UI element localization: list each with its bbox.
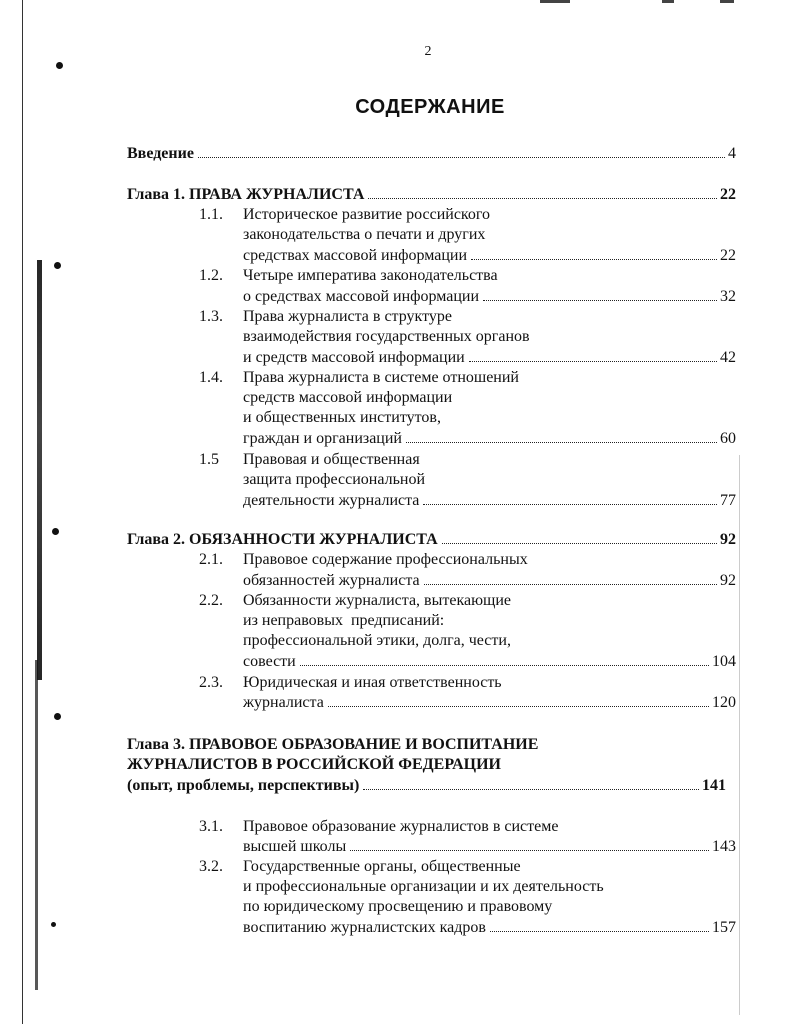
toc-section-3-2[interactable] <box>243 918 736 938</box>
section-text: Правовая и общественная <box>243 451 420 468</box>
section-page: 22 <box>720 247 736 264</box>
scan-dot <box>51 922 56 927</box>
dot-leader <box>471 259 717 260</box>
chapter-title: (опыт, проблемы, перспективы) <box>127 777 360 794</box>
section-text: Историческое развитие российского <box>243 206 491 223</box>
section-text: средствах массовой информации <box>243 247 468 264</box>
chapter-page: 92 <box>720 531 736 548</box>
section-text: и средств массовой информации <box>243 349 465 366</box>
scan-binding-streak <box>35 660 38 990</box>
section-text: воспитанию журналистских кадров <box>243 919 486 936</box>
dot-leader <box>490 931 709 932</box>
section-number: 3.2. <box>199 858 223 875</box>
section-number: 2.3. <box>199 674 223 691</box>
toc-section-1-4[interactable] <box>243 429 736 449</box>
section-text: граждан и организаций <box>243 430 402 447</box>
toc-section-1-2[interactable] <box>243 287 736 307</box>
section-page: 120 <box>712 694 736 711</box>
dot-leader <box>363 789 699 790</box>
chapter-title: Глава 2. ОБЯЗАННОСТИ ЖУРНАЛИСТА <box>127 531 438 548</box>
toc-entry-page: 4 <box>728 145 736 162</box>
section-page: 92 <box>720 572 736 589</box>
chapter-page: 141 <box>702 777 726 794</box>
section-page: 77 <box>720 492 736 509</box>
dot-leader <box>198 157 725 158</box>
scan-dot <box>54 262 61 269</box>
section-text: средств массовой информации <box>243 389 453 406</box>
section-number: 1.2. <box>199 267 223 284</box>
dot-leader <box>368 198 717 199</box>
section-page: 104 <box>712 653 736 670</box>
section-text: взаимодействия государственных органов <box>243 328 530 345</box>
section-text: защита профессиональной <box>243 471 425 488</box>
section-text: журналиста <box>243 694 324 711</box>
section-number: 1.5 <box>199 451 219 468</box>
chapter-title: Глава 3. ПРАВОВОЕ ОБРАЗОВАНИЕ И ВОСПИТАНИЕ <box>127 736 539 753</box>
section-page: 157 <box>712 919 736 936</box>
section-text: совести <box>243 653 296 670</box>
toc-chapter-1[interactable] <box>127 185 736 205</box>
dot-leader <box>328 706 709 707</box>
dot-leader <box>406 442 717 443</box>
toc-section-3-1[interactable] <box>243 837 736 857</box>
section-page: 60 <box>720 430 736 447</box>
section-number: 3.1. <box>199 818 223 835</box>
section-text: Права журналиста в системе отношений <box>243 369 519 386</box>
toc-entry-label: Введение <box>127 145 194 162</box>
section-number: 2.2. <box>199 592 223 609</box>
scan-dot <box>52 528 59 535</box>
section-text: обязанностей журналиста <box>243 572 420 589</box>
section-text: профессиональной этики, долга, чести, <box>243 632 511 649</box>
section-page: 42 <box>720 349 736 366</box>
dot-leader <box>442 543 717 544</box>
toc-section-1-5[interactable] <box>243 491 736 511</box>
section-text: деятельности журналиста <box>243 492 420 509</box>
section-text: и профессиональные организации и их деятельность <box>243 878 604 895</box>
section-text: высшей школы <box>243 838 347 855</box>
scan-dot <box>56 62 63 69</box>
section-text: о средствах массовой информации <box>243 288 480 305</box>
page-title: СОДЕРЖАНИЕ <box>355 96 505 118</box>
toc-entry-intro[interactable] <box>127 144 736 164</box>
scan-edge-line <box>22 0 23 1024</box>
section-text: Правовое содержание профессиональных <box>243 551 528 568</box>
toc-section-2-3[interactable] <box>243 693 736 713</box>
chapter-title: Глава 1. ПРАВА ЖУРНАЛИСТА <box>127 186 365 203</box>
page-number: 2 <box>424 44 432 59</box>
section-text: Правовое образование журналистов в системе <box>243 818 559 835</box>
dot-leader <box>423 504 717 505</box>
scan-top-marks <box>530 0 792 6</box>
dot-leader <box>350 850 709 851</box>
section-number: 1.4. <box>199 369 223 386</box>
dot-leader <box>300 665 709 666</box>
scan-dot <box>54 713 61 720</box>
section-page: 143 <box>712 838 736 855</box>
scan-right-edge <box>739 455 740 1015</box>
toc-chapter-3[interactable] <box>127 776 726 796</box>
section-text: Юридическая и иная ответственность <box>243 674 502 691</box>
section-text: и общественных институтов, <box>243 409 441 426</box>
toc-section-1-1[interactable] <box>243 246 736 266</box>
scan-binding-streak <box>37 260 42 680</box>
section-text: законодательства о печати и других <box>243 226 486 243</box>
toc-section-1-3[interactable] <box>243 348 736 368</box>
section-text: из неправовых предписаний: <box>243 612 445 629</box>
section-text: по юридическому просвещению и правовому <box>243 898 553 915</box>
section-number: 1.1. <box>199 206 223 223</box>
section-text: Права журналиста в структуре <box>243 308 452 325</box>
section-page: 32 <box>720 288 736 305</box>
dot-leader <box>469 361 717 362</box>
chapter-page: 22 <box>720 186 736 203</box>
section-text: Четыре императива законодательства <box>243 267 498 284</box>
section-number: 1.3. <box>199 308 223 325</box>
section-text: Государственные органы, общественные <box>243 858 521 875</box>
dot-leader <box>424 584 717 585</box>
toc-section-2-1[interactable] <box>243 571 736 591</box>
section-text: Обязанности журналиста, вытекающие <box>243 592 512 609</box>
chapter-title: ЖУРНАЛИСТОВ В РОССИЙСКОЙ ФЕДЕРАЦИИ <box>127 756 501 773</box>
section-number: 2.1. <box>199 551 223 568</box>
toc-section-2-2[interactable] <box>243 652 736 672</box>
toc-chapter-2[interactable] <box>127 530 736 550</box>
dot-leader <box>483 300 717 301</box>
